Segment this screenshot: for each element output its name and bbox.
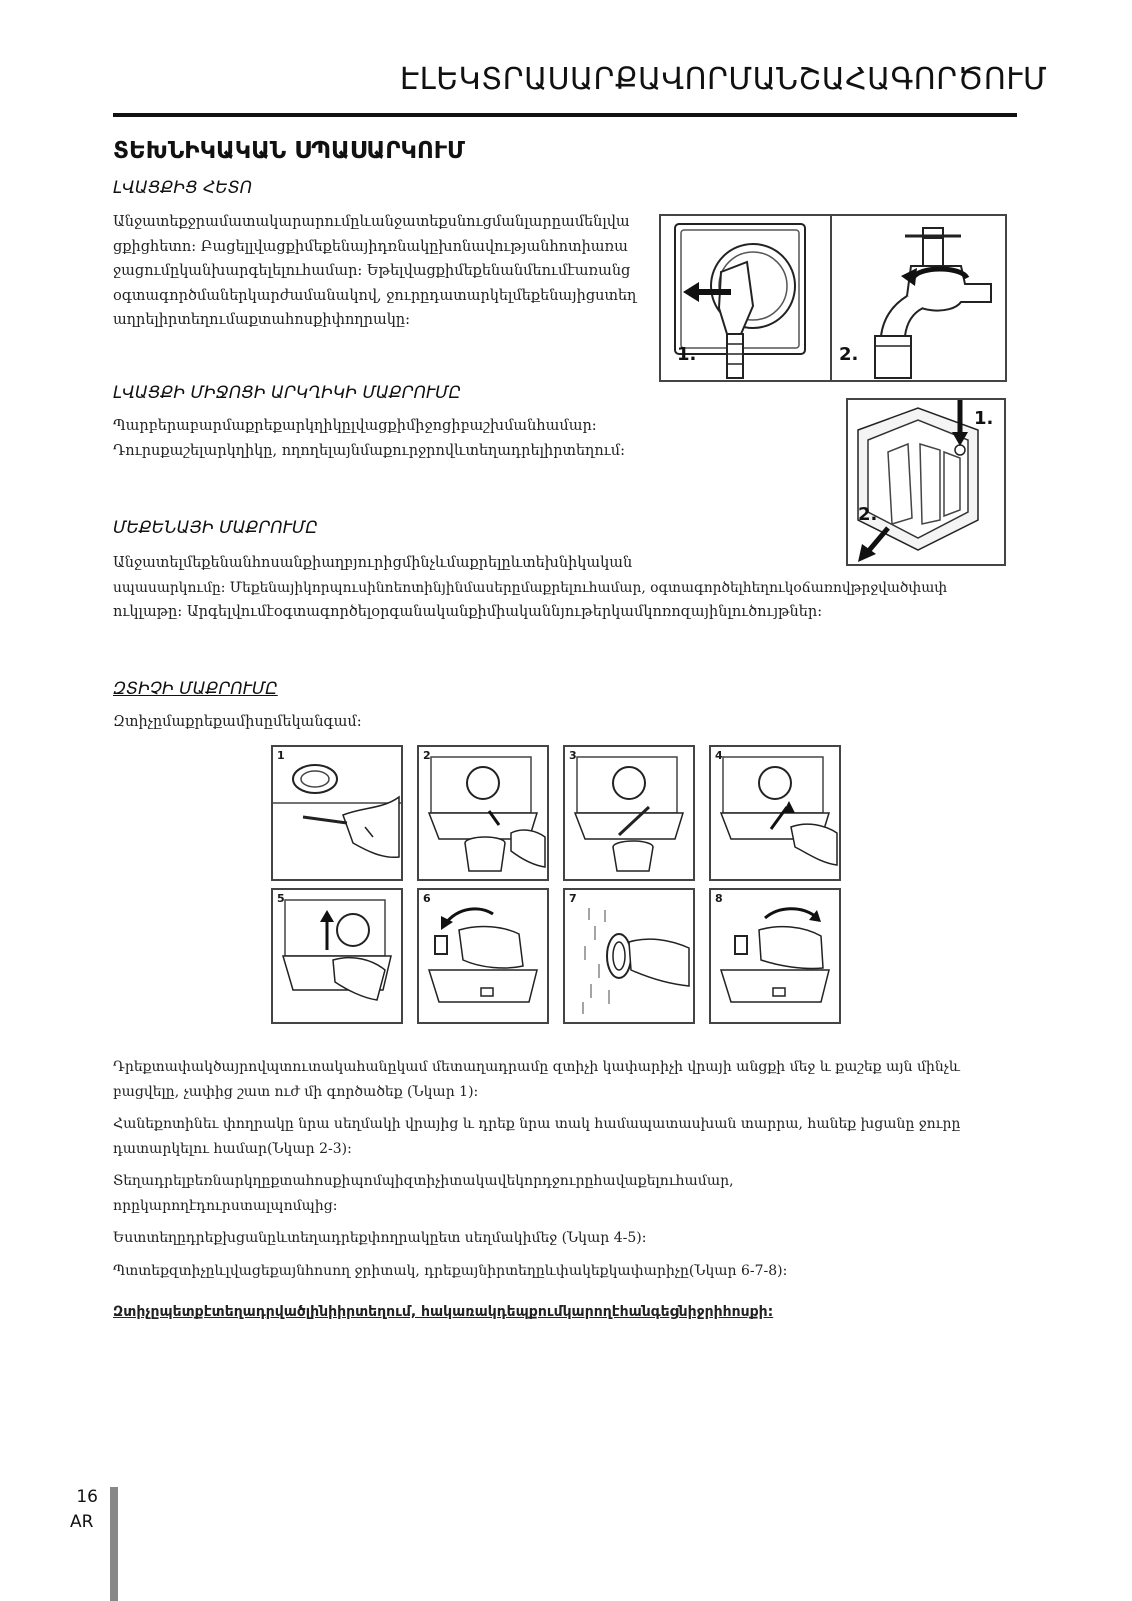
text-line: ուկլաթը: Արգելվումէօգտագործելօրգանականքիմիականնյութերկամկոռոզայինլուծույթներ: <box>113 604 823 620</box>
text-line: Հանեքոտինեւ փողրակը նրա սեղմակի վրայից և դրեք նրա տակ համապատասխան տարրա, հանեք խցանը ջուրը <box>113 1116 961 1132</box>
panel-number: 7 <box>569 892 577 905</box>
text-line: Եստտեղըդրեքխցանըևտեղադրեքփողրակըետ սեղմակիմեջ (Նկար 4-5): <box>113 1230 647 1246</box>
text-line: Դրեքտափակծայրովպտուտակահանըկամ մետաղադրամը զտիչի կափարիչի վրայի անցքի մեջ և քաշեք այն մինչև <box>113 1059 960 1075</box>
text-line: ցքիցհետո: Բացելլվացքիմեքենայիդռնակըխոնավությանհոտիառա <box>113 238 628 255</box>
figure-detergent-drawer <box>846 398 1006 566</box>
filter-step-panel-1 <box>271 745 403 881</box>
text-line: սպասարկումը: Մեքենայիկորպուսինոեոտինյինմասերըմաքրելուհամար, օգտագործելհեղուկօճառովթրջվածփափ <box>113 579 948 596</box>
text-line: օգտագործմաներկարժամանակով, ջուրըդատարկելմեքենայիցստեղ <box>113 287 637 304</box>
text-line: Տեղադրելբեռնարկղըքտահոսքիպոմպիզտիչիտակավեկորդջուրըհավաքելուհամար, <box>113 1173 734 1189</box>
text-line: Դուրսքաշելարկղիկը, ողողելայնմաքուրջրովևտեղադրելիրտեղում: <box>113 442 625 459</box>
panel-number: 1 <box>277 749 285 762</box>
figure-label: 2. <box>839 344 859 365</box>
panel-number: 6 <box>423 892 431 905</box>
text-line: Պտտեքզտիչըևլվացեքայնհոսող ջրիտակ, դրեքայնիրտեղըևփակեքկափարիչը(Նկար 6-7-8): <box>113 1262 788 1279</box>
section-heading-filter: ԶՏԻՉԻ ՄԱՔՐՈՒՄԸ <box>113 679 278 699</box>
figure-label: 1. <box>974 408 994 429</box>
filter-step-panel-7 <box>563 888 695 1024</box>
panel-number: 4 <box>715 749 723 762</box>
filter-step-panel-8 <box>709 888 841 1024</box>
drawer-text <box>113 414 625 463</box>
section-heading-after-wash: ԼՎԱՑՔԻՑ ՀԵՏՈ <box>113 178 253 198</box>
panel-number: 3 <box>569 749 577 762</box>
filter-step-panel-4 <box>709 745 841 881</box>
panel-number: 8 <box>715 892 723 905</box>
text-line: Անջատեքջրամատակարարումըևանջատեքսնուցմանլարըամենլվա <box>113 214 630 230</box>
page-side-bar <box>110 1487 118 1601</box>
header-title: ԷԼԵԿՏՐԱՍԱՐՔԱՎՈՐՄԱՆՇԱՀԱԳՈՐԾՈՒՄ <box>400 62 1048 97</box>
page-number: 16 <box>76 1487 98 1507</box>
after-wash-text <box>113 210 636 333</box>
panel-number: 2 <box>423 749 431 762</box>
section-heading-machine: ՄԵՔԵՆԱՅԻ ՄԱՔՐՈՒՄԸ <box>113 518 318 538</box>
panel-number: 5 <box>277 892 285 905</box>
filter-instructions <box>113 1055 1017 1291</box>
filter-intro: Զտիչըմաքրեքամիսըմեկանգամ: <box>113 714 362 730</box>
filter-warning: Զտիչըպետքէտեղադրվածլինիիրտեղում, հակառակդեպքումկարողէհանգեցնիջրիհոսքի: <box>113 1304 774 1320</box>
page-language: AR <box>70 1512 94 1532</box>
text-line: Անջատելմեքենանհոսանքիաղբյուրիցմինչևմաքրելըևտեխնիկական <box>113 555 633 571</box>
page-title: ՏԵԽՆԻԿԱԿԱՆ ՍՊԱՍԱՐԿՈՒՄ <box>113 138 465 164</box>
text-line: որըկարողէդուրստալպոմպից: <box>113 1197 338 1214</box>
filter-step-panel-3 <box>563 745 695 881</box>
text-line: բացվելը, չափից շատ ուժ մի գործածեք (Նկար 1): <box>113 1083 479 1100</box>
figure-plug-and-tap <box>659 214 1007 382</box>
text-line: աղրելիրտեղումաքտահոսքիփողրակը: <box>113 312 410 328</box>
filter-step-panel-5 <box>271 888 403 1024</box>
section-heading-drawer: ԼՎԱՑՔԻ ՄԻՋՈՑԻ ԱՐԿՂԻԿԻ ՄԱՔՐՈՒՄԸ <box>113 383 462 403</box>
filter-step-panel-6 <box>417 888 549 1024</box>
filter-step-panel-2 <box>417 745 549 881</box>
figure-label: 1. <box>677 344 697 365</box>
text-line: Պարբերաբարմաքրեքարկղիկըլվացքիմիջոցիբաշխմանհամար: <box>113 418 597 434</box>
text-line: դատարկելու համար(Նկար 2-3): <box>113 1140 352 1157</box>
machine-text <box>113 551 1017 625</box>
figure-label: 2. <box>858 504 878 525</box>
header-rule <box>113 113 1017 117</box>
text-line: ջացումըկանխարգելելուհամար: Եթելվացքիմեքենանմեումէառանց <box>113 263 631 279</box>
